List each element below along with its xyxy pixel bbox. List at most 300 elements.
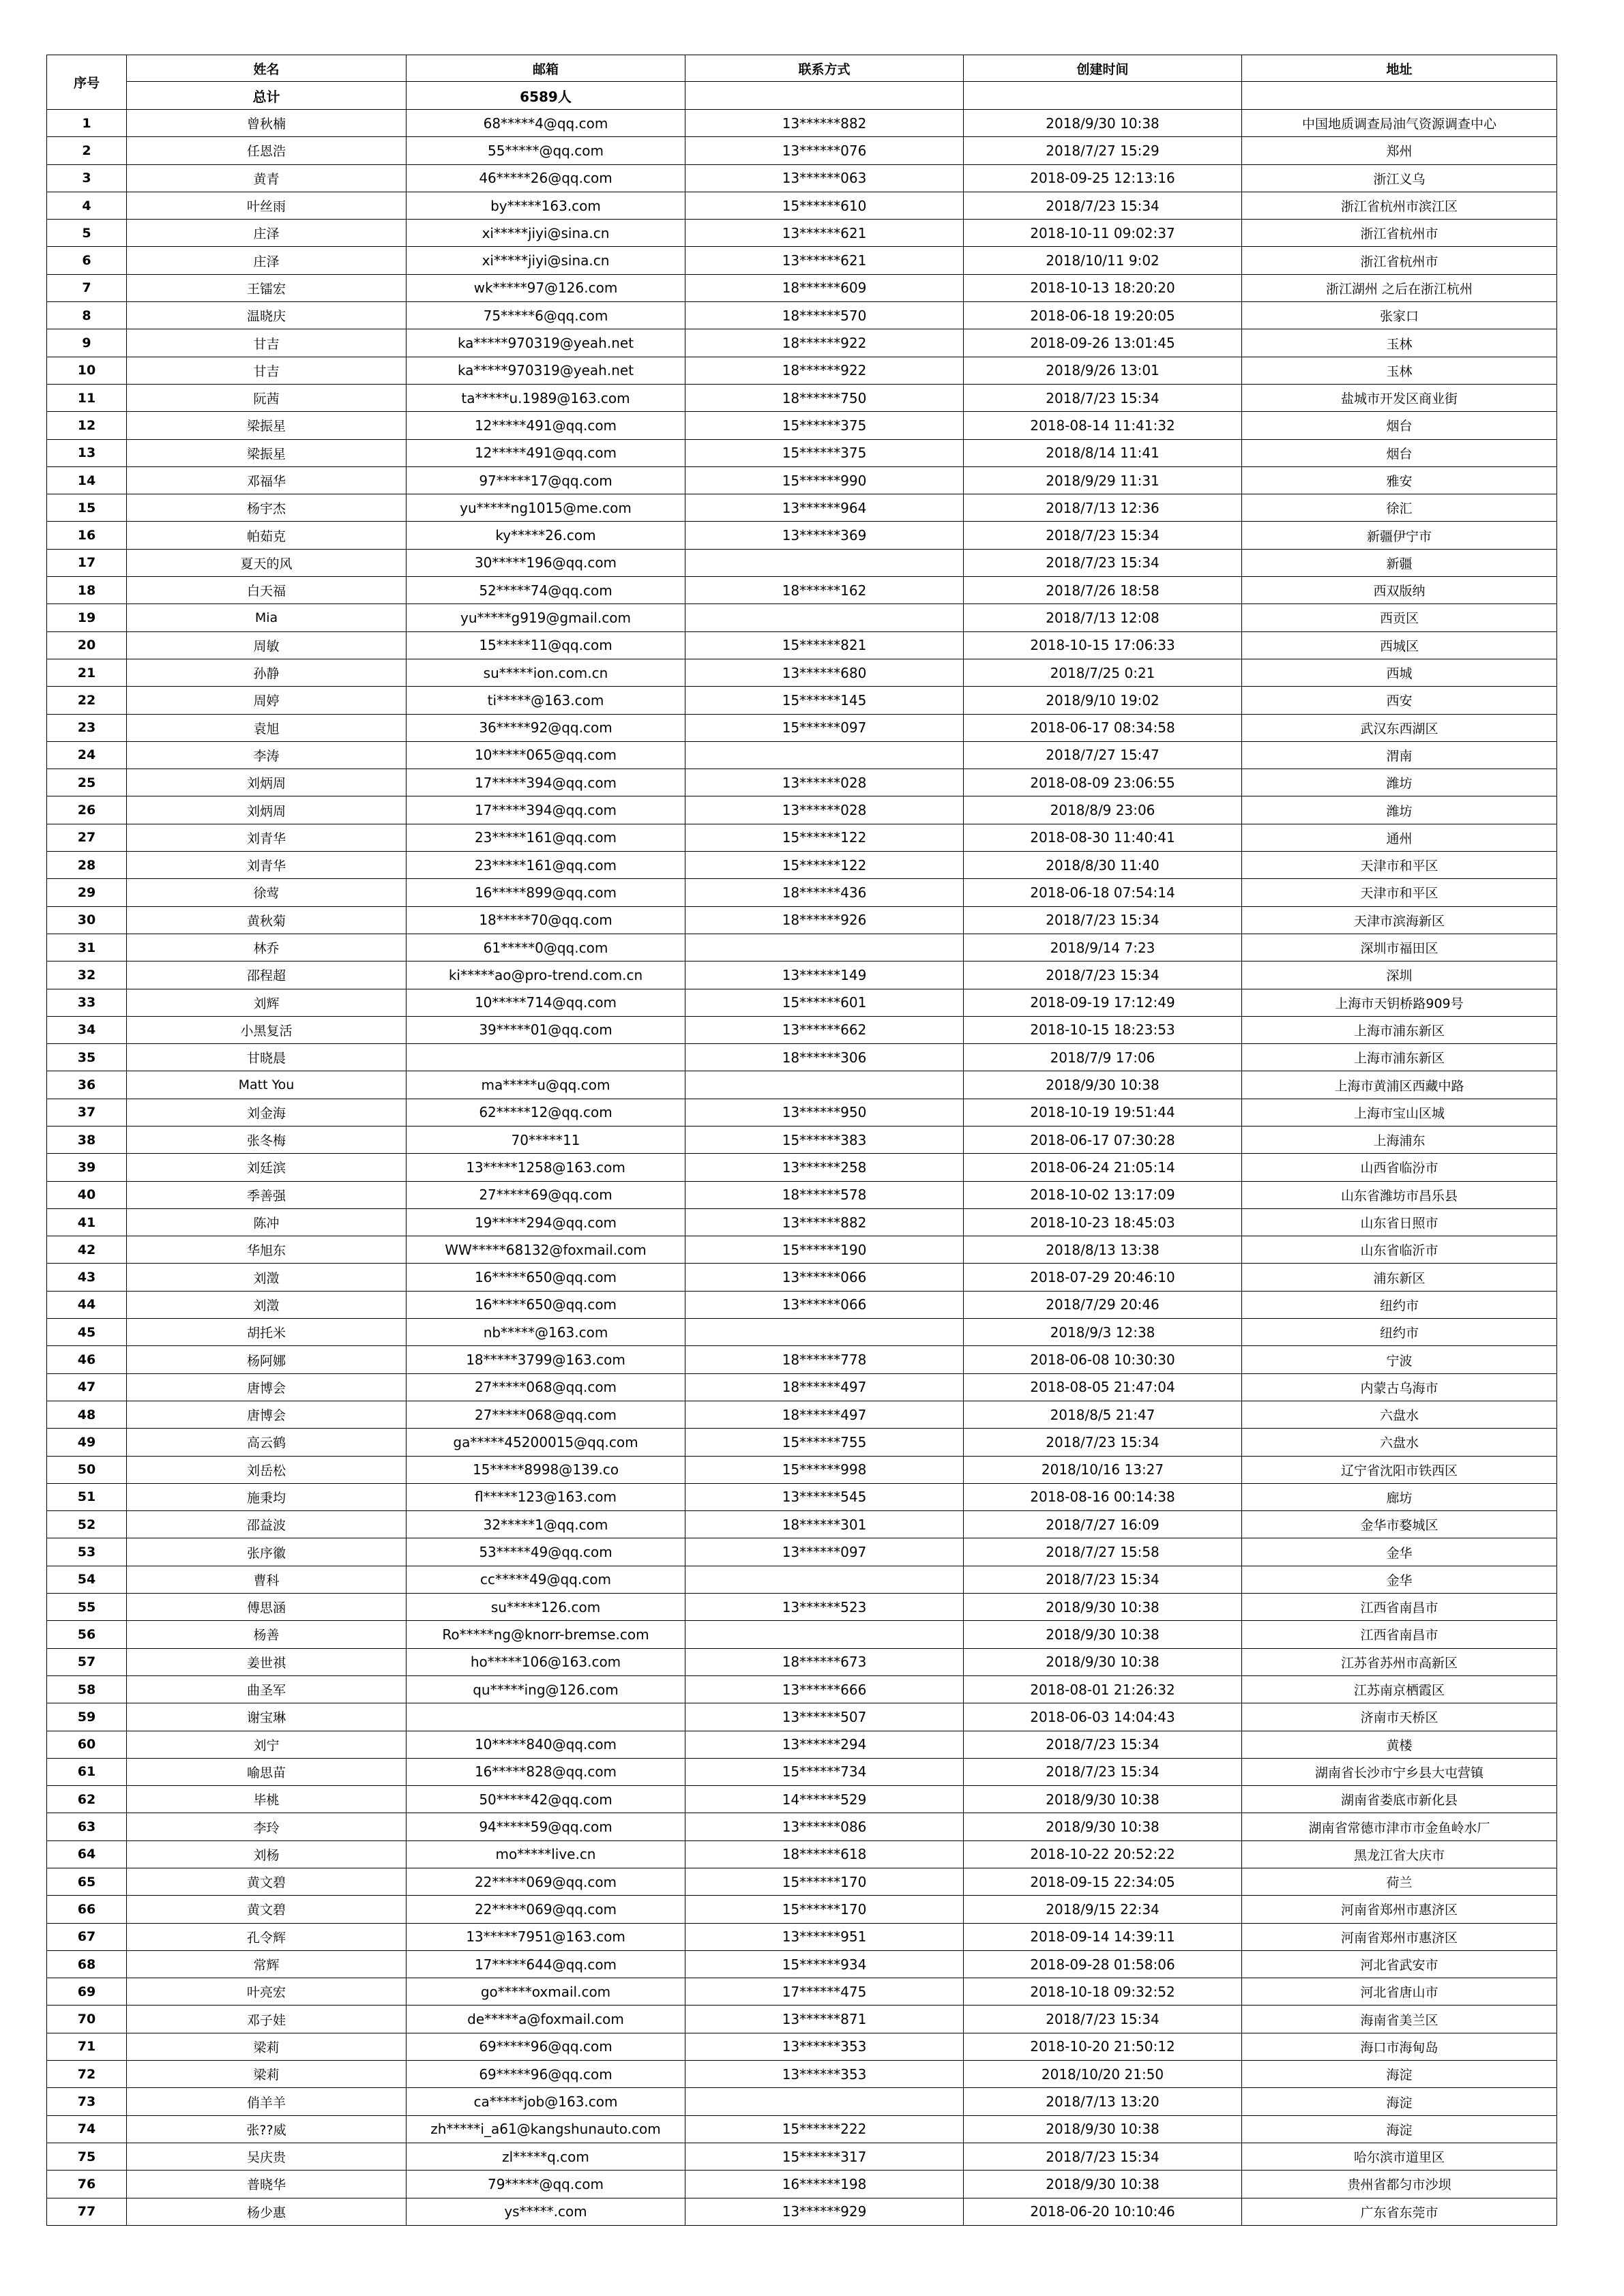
- cell-created: 2018/9/26 13:01: [964, 357, 1242, 384]
- cell-email: 12*****491@qq.com: [407, 412, 685, 439]
- cell-email: ys*****.com: [407, 2198, 685, 2225]
- cell-created: 2018/7/23 15:34: [964, 384, 1242, 411]
- cell-email: 18*****3799@163.com: [407, 1346, 685, 1373]
- cell-contact: 15******755: [685, 1429, 964, 1456]
- cell-created: 2018/9/29 11:31: [964, 466, 1242, 494]
- cell-address: 海淀: [1242, 2115, 1557, 2143]
- cell-contact: 13******097: [685, 1538, 964, 1566]
- table-row: [47, 1840, 1557, 1868]
- cell-created: 2018-08-01 21:26:32: [964, 1675, 1242, 1703]
- cell-name: 李涛: [127, 741, 407, 769]
- cell-address: 潍坊: [1242, 796, 1557, 824]
- cell-address: 辽宁省沈阳市铁西区: [1242, 1456, 1557, 1483]
- cell-address: 宁波: [1242, 1346, 1557, 1373]
- cell-address: 上海市浦东新区: [1242, 1044, 1557, 1071]
- cell-email: ki*****ao@pro-trend.com.cn: [407, 961, 685, 989]
- cell-seq: 51: [47, 1483, 127, 1510]
- cell-address: 湖南省娄底市新化县: [1242, 1786, 1557, 1813]
- cell-created: 2018/9/15 22:34: [964, 1896, 1242, 1923]
- cell-contact: 15******934: [685, 1950, 964, 1978]
- cell-address: 玉林: [1242, 329, 1557, 357]
- cell-email: 68*****4@qq.com: [407, 110, 685, 137]
- cell-email: 23*****161@qq.com: [407, 824, 685, 851]
- table-row: [47, 494, 1557, 522]
- cell-name: 刘廷滨: [127, 1154, 407, 1181]
- cell-address: 荷兰: [1242, 1868, 1557, 1896]
- cell-contact: 15******375: [685, 412, 964, 439]
- cell-seq: 29: [47, 879, 127, 906]
- cell-address: 浙江义乌: [1242, 164, 1557, 192]
- cell-address: 西城: [1242, 659, 1557, 686]
- cell-email: 10*****714@qq.com: [407, 989, 685, 1016]
- cell-seq: 41: [47, 1208, 127, 1236]
- cell-contact: 15******170: [685, 1896, 964, 1923]
- cell-address: 贵州省都匀市沙坝: [1242, 2171, 1557, 2198]
- cell-email: 46*****26@qq.com: [407, 164, 685, 192]
- cell-created: 2018/7/13 13:20: [964, 2088, 1242, 2115]
- cell-email: 22*****069@qq.com: [407, 1896, 685, 1923]
- cell-address: 山东省临沂市: [1242, 1236, 1557, 1264]
- cell-email: 10*****840@qq.com: [407, 1731, 685, 1758]
- cell-contact: [685, 2088, 964, 2115]
- table-row: [47, 796, 1557, 824]
- cell-name: 甘吉: [127, 357, 407, 384]
- cell-created: 2018/8/30 11:40: [964, 852, 1242, 879]
- cell-seq: 66: [47, 1896, 127, 1923]
- cell-name: 邓子娃: [127, 2006, 407, 2033]
- cell-address: 河南省郑州市惠济区: [1242, 1896, 1557, 1923]
- cell-name: 唐博会: [127, 1401, 407, 1428]
- cell-contact: 18******778: [685, 1346, 964, 1373]
- cell-created: 2018/7/26 18:58: [964, 577, 1242, 604]
- cell-email: 13*****7951@163.com: [407, 1923, 685, 1950]
- cell-created: 2018/7/25 0:21: [964, 659, 1242, 686]
- table-row: [47, 741, 1557, 769]
- cell-created: 2018-10-13 18:20:20: [964, 274, 1242, 301]
- cell-name: 帕茹克: [127, 522, 407, 549]
- cell-email: by*****163.com: [407, 192, 685, 219]
- cell-name: 孔令辉: [127, 1923, 407, 1950]
- cell-name: 常辉: [127, 1950, 407, 1978]
- cell-seq: 4: [47, 192, 127, 219]
- cell-created: 2018-10-11 09:02:37: [964, 220, 1242, 247]
- cell-email: su*****126.com: [407, 1594, 685, 1621]
- cell-seq: 36: [47, 1071, 127, 1099]
- cell-address: 海口市海甸岛: [1242, 2033, 1557, 2060]
- cell-address: 山西省临汾市: [1242, 1154, 1557, 1181]
- table-row: [47, 2061, 1557, 2088]
- cell-created: 2018/8/13 13:38: [964, 1236, 1242, 1264]
- table-row: [47, 1208, 1557, 1236]
- cell-name: 高云鹤: [127, 1429, 407, 1456]
- cell-address: 深圳: [1242, 961, 1557, 989]
- cell-email: 27*****068@qq.com: [407, 1373, 685, 1401]
- cell-seq: 68: [47, 1950, 127, 1978]
- cell-contact: 13******353: [685, 2061, 964, 2088]
- cell-seq: 37: [47, 1099, 127, 1126]
- cell-email: 36*****92@qq.com: [407, 714, 685, 741]
- cell-address: 张家口: [1242, 302, 1557, 329]
- cell-email: ka*****970319@yeah.net: [407, 329, 685, 357]
- cell-name: 刘青华: [127, 824, 407, 851]
- cell-seq: 62: [47, 1786, 127, 1813]
- cell-contact: 15******222: [685, 2115, 964, 2143]
- cell-contact: 15******998: [685, 1456, 964, 1483]
- cell-seq: 23: [47, 714, 127, 741]
- cell-contact: 15******375: [685, 439, 964, 466]
- cell-created: 2018-06-17 07:30:28: [964, 1126, 1242, 1153]
- cell-seq: 18: [47, 577, 127, 604]
- cell-created: 2018/7/27 15:47: [964, 741, 1242, 769]
- cell-contact: 13******950: [685, 1099, 964, 1126]
- cell-address: 上海市黄浦区西藏中路: [1242, 1071, 1557, 1099]
- table-row: [47, 769, 1557, 796]
- cell-contact: 13******545: [685, 1483, 964, 1510]
- cell-contact: 18******673: [685, 1648, 964, 1675]
- table-row: [47, 1319, 1557, 1346]
- cell-email: 69*****96@qq.com: [407, 2033, 685, 2060]
- header-row: [47, 55, 1557, 82]
- cell-email: de*****a@foxmail.com: [407, 2006, 685, 2033]
- cell-name: 张序徽: [127, 1538, 407, 1566]
- cell-created: 2018-10-15 17:06:33: [964, 631, 1242, 659]
- cell-name: 阮茜: [127, 384, 407, 411]
- cell-address: 金华: [1242, 1538, 1557, 1566]
- cell-email: 17*****394@qq.com: [407, 796, 685, 824]
- table-row: [47, 659, 1557, 686]
- cell-address: 纽约市: [1242, 1291, 1557, 1318]
- cell-address: 六盘水: [1242, 1401, 1557, 1428]
- cell-seq: 72: [47, 2061, 127, 2088]
- table-row: [47, 1483, 1557, 1510]
- cell-email: 16*****650@qq.com: [407, 1264, 685, 1291]
- cell-created: 2018-10-23 18:45:03: [964, 1208, 1242, 1236]
- table-row: [47, 1016, 1557, 1043]
- cell-created: 2018-06-08 10:30:30: [964, 1346, 1242, 1373]
- cell-address: 烟台: [1242, 412, 1557, 439]
- cell-name: 张??威: [127, 2115, 407, 2143]
- cell-created: 2018/8/5 21:47: [964, 1401, 1242, 1428]
- cell-email: qu*****ing@126.com: [407, 1675, 685, 1703]
- cell-email: 94*****59@qq.com: [407, 1813, 685, 1840]
- table-row: [47, 1291, 1557, 1318]
- cell-name: 梁振星: [127, 412, 407, 439]
- cell-seq: 47: [47, 1373, 127, 1401]
- cell-seq: 6: [47, 247, 127, 274]
- table-row: [47, 1813, 1557, 1840]
- cell-created: 2018-08-30 11:40:41: [964, 824, 1242, 851]
- cell-contact: 18******162: [685, 577, 964, 604]
- cell-seq: 65: [47, 1868, 127, 1896]
- cell-contact: 15******990: [685, 466, 964, 494]
- cell-email: 15*****8998@139.co: [407, 1456, 685, 1483]
- cell-created: 2018/10/16 13:27: [964, 1456, 1242, 1483]
- cell-email: zl*****q.com: [407, 2143, 685, 2170]
- cell-contact: 18******578: [685, 1181, 964, 1208]
- cell-seq: 24: [47, 741, 127, 769]
- cell-email: 61*****0@qq.com: [407, 934, 685, 961]
- cell-contact: 13******066: [685, 1291, 964, 1318]
- cell-name: 曾秋楠: [127, 110, 407, 137]
- cell-contact: 13******680: [685, 659, 964, 686]
- cell-contact: 13******871: [685, 2006, 964, 2033]
- cell-email: 62*****12@qq.com: [407, 1099, 685, 1126]
- cell-contact: 18******609: [685, 274, 964, 301]
- cell-email: ti*****@163.com: [407, 687, 685, 714]
- header-name: 姓名: [127, 55, 407, 82]
- cell-name: 刘炳周: [127, 769, 407, 796]
- cell-email: 13*****1258@163.com: [407, 1154, 685, 1181]
- cell-contact: 15******190: [685, 1236, 964, 1264]
- cell-email: ca*****job@163.com: [407, 2088, 685, 2115]
- cell-seq: 34: [47, 1016, 127, 1043]
- cell-created: 2018-08-14 11:41:32: [964, 412, 1242, 439]
- cell-seq: 58: [47, 1675, 127, 1703]
- cell-seq: 67: [47, 1923, 127, 1950]
- cell-seq: 55: [47, 1594, 127, 1621]
- cell-contact: 18******750: [685, 384, 964, 411]
- cell-created: 2018/7/27 15:29: [964, 137, 1242, 164]
- cell-name: Matt You: [127, 1071, 407, 1099]
- table-row: [47, 412, 1557, 439]
- cell-address: 盐城市开发区商业街: [1242, 384, 1557, 411]
- cell-seq: 15: [47, 494, 127, 522]
- table-row: [47, 1154, 1557, 1181]
- cell-seq: 70: [47, 2006, 127, 2033]
- cell-address: 上海浦东: [1242, 1126, 1557, 1153]
- cell-contact: 13******086: [685, 1813, 964, 1840]
- cell-email: 16*****828@qq.com: [407, 1758, 685, 1785]
- cell-address: 中国地质调查局油气资源调查中心: [1242, 110, 1557, 137]
- total-empty-cell: [685, 82, 964, 110]
- cell-created: 2018-09-28 01:58:06: [964, 1950, 1242, 1978]
- cell-created: 2018/7/29 20:46: [964, 1291, 1242, 1318]
- cell-name: 季善强: [127, 1181, 407, 1208]
- cell-created: 2018/9/30 10:38: [964, 1648, 1242, 1675]
- cell-name: 刘岳松: [127, 1456, 407, 1483]
- cell-seq: 74: [47, 2115, 127, 2143]
- table-row: [47, 1373, 1557, 1401]
- table-row: [47, 1786, 1557, 1813]
- cell-name: 傅思涵: [127, 1594, 407, 1621]
- cell-email: 79*****@qq.com: [407, 2171, 685, 2198]
- cell-created: 2018/7/23 15:34: [964, 1731, 1242, 1758]
- cell-created: 2018/9/14 7:23: [964, 934, 1242, 961]
- cell-address: 黑龙江省大庆市: [1242, 1840, 1557, 1868]
- table-row: [47, 466, 1557, 494]
- cell-created: 2018-09-14 14:39:11: [964, 1923, 1242, 1950]
- cell-email: 23*****161@qq.com: [407, 852, 685, 879]
- cell-seq: 27: [47, 824, 127, 851]
- cell-address: 天津市和平区: [1242, 879, 1557, 906]
- cell-contact: 13******258: [685, 1154, 964, 1181]
- cell-created: 2018/9/30 10:38: [964, 1786, 1242, 1813]
- cell-created: 2018/7/23 15:34: [964, 522, 1242, 549]
- header-contact: 联系方式: [685, 55, 964, 82]
- cell-email: 18*****70@qq.com: [407, 906, 685, 934]
- cell-name: Mia: [127, 604, 407, 631]
- cell-seq: 2: [47, 137, 127, 164]
- table-row: [47, 631, 1557, 659]
- cell-name: 唐博会: [127, 1373, 407, 1401]
- table-row: [47, 439, 1557, 466]
- cell-name: 黄文碧: [127, 1896, 407, 1923]
- cell-email: ma*****u@qq.com: [407, 1071, 685, 1099]
- cell-name: 邵益波: [127, 1511, 407, 1538]
- cell-address: 黄楼: [1242, 1731, 1557, 1758]
- cell-seq: 48: [47, 1401, 127, 1428]
- cell-email: 19*****294@qq.com: [407, 1208, 685, 1236]
- cell-contact: 18******570: [685, 302, 964, 329]
- cell-address: 上海市宝山区城: [1242, 1099, 1557, 1126]
- cell-created: 2018-10-20 21:50:12: [964, 2033, 1242, 2060]
- cell-address: 西城区: [1242, 631, 1557, 659]
- table-row: [47, 2033, 1557, 2060]
- cell-name: 姜世祺: [127, 1648, 407, 1675]
- cell-address: 江苏省苏州市高新区: [1242, 1648, 1557, 1675]
- cell-seq: 53: [47, 1538, 127, 1566]
- cell-contact: 18******926: [685, 906, 964, 934]
- cell-name: 周敏: [127, 631, 407, 659]
- cell-name: 黄秋菊: [127, 906, 407, 934]
- cell-created: 2018/8/9 23:06: [964, 796, 1242, 824]
- cell-email: 22*****069@qq.com: [407, 1868, 685, 1896]
- cell-name: 华旭东: [127, 1236, 407, 1264]
- cell-email: ka*****970319@yeah.net: [407, 357, 685, 384]
- cell-contact: 18******306: [685, 1044, 964, 1071]
- cell-name: 任恩浩: [127, 137, 407, 164]
- cell-created: 2018/9/30 10:38: [964, 1071, 1242, 1099]
- cell-seq: 33: [47, 989, 127, 1016]
- cell-email: 17*****644@qq.com: [407, 1950, 685, 1978]
- cell-address: 浙江省杭州市: [1242, 220, 1557, 247]
- cell-contact: 13******662: [685, 1016, 964, 1043]
- cell-address: 西贡区: [1242, 604, 1557, 631]
- cell-seq: 71: [47, 2033, 127, 2060]
- cell-contact: 15******601: [685, 989, 964, 1016]
- cell-created: 2018/9/3 12:38: [964, 1319, 1242, 1346]
- cell-contact: 13******066: [685, 1264, 964, 1291]
- cell-email: 16*****899@qq.com: [407, 879, 685, 906]
- cell-contact: 13******028: [685, 796, 964, 824]
- cell-address: 江西省南昌市: [1242, 1621, 1557, 1648]
- cell-seq: 9: [47, 329, 127, 357]
- cell-seq: 25: [47, 769, 127, 796]
- cell-email: nb*****@163.com: [407, 1319, 685, 1346]
- cell-name: 庄泽: [127, 247, 407, 274]
- cell-email: 12*****491@qq.com: [407, 439, 685, 466]
- cell-address: 天津市和平区: [1242, 852, 1557, 879]
- cell-email: Ro*****ng@knorr-bremse.com: [407, 1621, 685, 1648]
- cell-contact: [685, 1621, 964, 1648]
- cell-email: yu*****g919@gmail.com: [407, 604, 685, 631]
- cell-seq: 42: [47, 1236, 127, 1264]
- cell-seq: 3: [47, 164, 127, 192]
- cell-email: go*****oxmail.com: [407, 1978, 685, 2006]
- cell-created: 2018/7/23 15:34: [964, 906, 1242, 934]
- table-row: [47, 2171, 1557, 2198]
- cell-seq: 50: [47, 1456, 127, 1483]
- cell-address: 西安: [1242, 687, 1557, 714]
- table-row: [47, 1429, 1557, 1456]
- cell-address: 上海市浦东新区: [1242, 1016, 1557, 1043]
- table-row: [47, 2006, 1557, 2033]
- cell-contact: 13******964: [685, 494, 964, 522]
- cell-name: 叶亮宏: [127, 1978, 407, 2006]
- cell-name: 庄泽: [127, 220, 407, 247]
- cell-contact: 15******122: [685, 852, 964, 879]
- table-row: [47, 164, 1557, 192]
- cell-address: 海淀: [1242, 2061, 1557, 2088]
- cell-contact: 18******922: [685, 329, 964, 357]
- table-row: [47, 1071, 1557, 1099]
- cell-name: 陈冲: [127, 1208, 407, 1236]
- cell-email: yu*****ng1015@me.com: [407, 494, 685, 522]
- cell-seq: 5: [47, 220, 127, 247]
- cell-contact: 15******145: [685, 687, 964, 714]
- table-row: [47, 1126, 1557, 1153]
- table-row: [47, 1594, 1557, 1621]
- table-row: [47, 1538, 1557, 1566]
- table-row: [47, 2088, 1557, 2115]
- table-row: [47, 1044, 1557, 1071]
- cell-email: ho*****106@163.com: [407, 1648, 685, 1675]
- cell-created: 2018-09-19 17:12:49: [964, 989, 1242, 1016]
- cell-name: 刘辉: [127, 989, 407, 1016]
- cell-address: 江西省南昌市: [1242, 1594, 1557, 1621]
- cell-contact: 13******149: [685, 961, 964, 989]
- cell-created: 2018-08-09 23:06:55: [964, 769, 1242, 796]
- table-body: [47, 110, 1557, 2226]
- table-row: [47, 577, 1557, 604]
- table-row: [47, 192, 1557, 219]
- table-row: [47, 1731, 1557, 1758]
- cell-created: 2018/7/23 15:34: [964, 1429, 1242, 1456]
- cell-email: 75*****6@qq.com: [407, 302, 685, 329]
- cell-name: 小黑复活: [127, 1016, 407, 1043]
- cell-address: 雅安: [1242, 466, 1557, 494]
- cell-address: 金华: [1242, 1566, 1557, 1593]
- cell-seq: 13: [47, 439, 127, 466]
- cell-email: 53*****49@qq.com: [407, 1538, 685, 1566]
- cell-address: 廊坊: [1242, 1483, 1557, 1510]
- cell-address: 通州: [1242, 824, 1557, 851]
- cell-email: WW*****68132@foxmail.com: [407, 1236, 685, 1264]
- cell-contact: 13******666: [685, 1675, 964, 1703]
- cell-email: 70*****11: [407, 1126, 685, 1153]
- cell-email: ga*****45200015@qq.com: [407, 1429, 685, 1456]
- cell-created: 2018/9/30 10:38: [964, 1813, 1242, 1840]
- cell-address: 六盘水: [1242, 1429, 1557, 1456]
- cell-name: 温晓庆: [127, 302, 407, 329]
- cell-email: xi*****jiyi@sina.cn: [407, 220, 685, 247]
- cell-seq: 56: [47, 1621, 127, 1648]
- cell-email: 69*****96@qq.com: [407, 2061, 685, 2088]
- cell-contact: 15******383: [685, 1126, 964, 1153]
- cell-seq: 31: [47, 934, 127, 961]
- cell-contact: [685, 934, 964, 961]
- cell-seq: 57: [47, 1648, 127, 1675]
- cell-address: 江苏南京栖霞区: [1242, 1675, 1557, 1703]
- cell-created: 2018/7/23 15:34: [964, 1758, 1242, 1785]
- cell-created: 2018/9/30 10:38: [964, 1594, 1242, 1621]
- cell-address: 河北省武安市: [1242, 1950, 1557, 1978]
- cell-name: 白天福: [127, 577, 407, 604]
- cell-name: 叶丝雨: [127, 192, 407, 219]
- cell-seq: 14: [47, 466, 127, 494]
- cell-seq: 32: [47, 961, 127, 989]
- cell-email: [407, 1703, 685, 1731]
